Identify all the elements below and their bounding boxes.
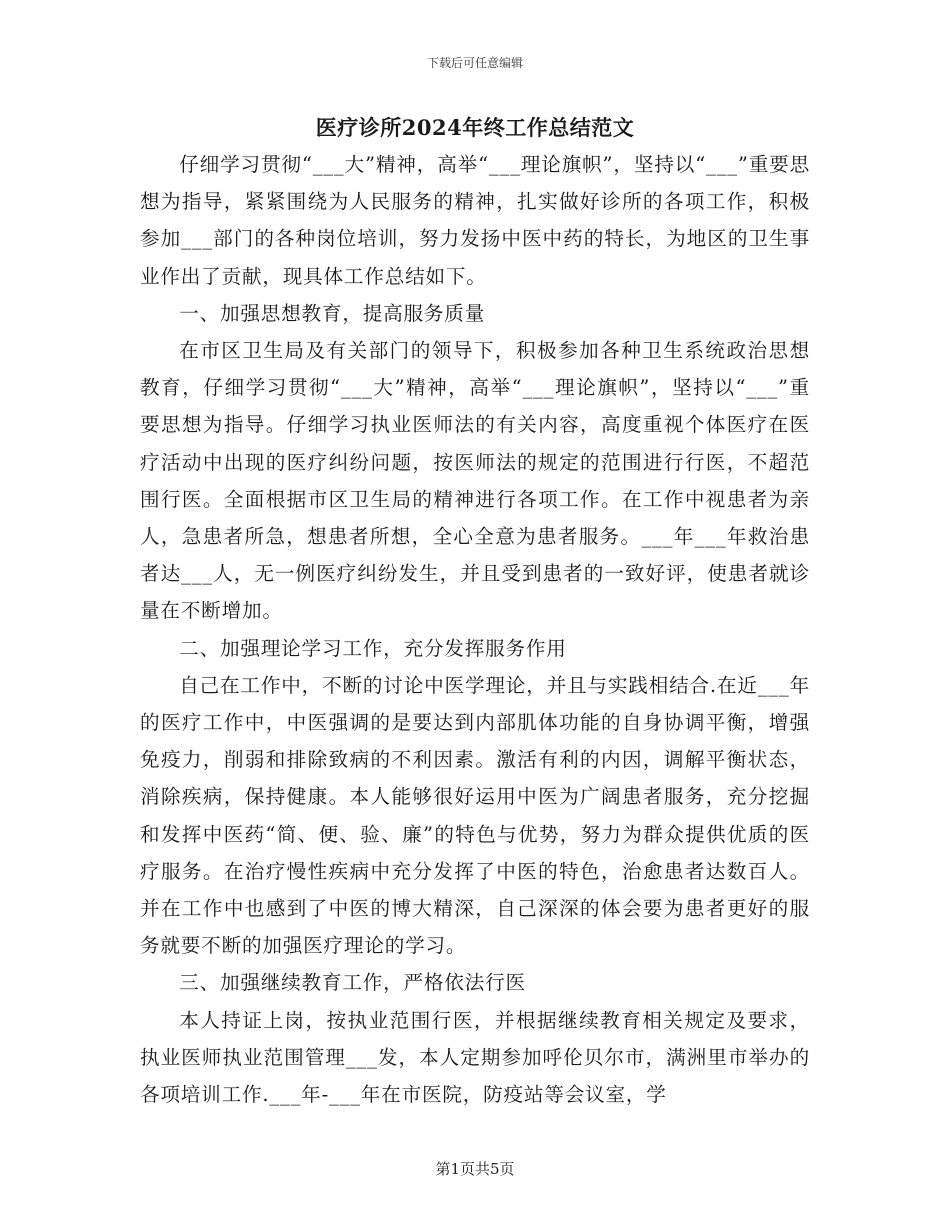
- intro-paragraph: 仔细学习贯彻“___大”精神，高举“___理论旗帜”，坚持以“___”重要思想为指导，紧紧围绕为人民服务的精神，扎实做好诊所的各项工作，积极参加___部门的各种岗位培训，努力发扬中医中药的特长，为地区的卫生事业作出了贡献，现具体工作总结如下。: [140, 153, 810, 288]
- header-note: 下载后可任意编辑: [426, 56, 523, 70]
- section-heading-3: 三、加强继续教育工作，严格依法行医: [179, 971, 526, 995]
- section-paragraph-2: 自己在工作中，不断的讨论中医学理论，并且与实践相结合.在近___年的医疗工作中，中医强调的是要达到内部肌体功能的自身协调平衡，增强免疫力，削弱和排除致病的不利因素。激活有利的内因，调解平衡状态，消除疾病，保持健康。本人能够很好运用中医为广阔患者服务，充分挖掘和发挥中医药“简、便、验、廉”的特色与优势，努力为群众提供优质的医疗服务。在治疗慢性疾病中充分发挥了中医的特色，治愈患者达数百人。并在工作中也感到了中医的博大精深，自己深深的体会要为患者更好的服务就要不断的加强医疗理论的学习。: [140, 673, 810, 958]
- page-indicator: 第1页共5页: [435, 1160, 515, 1178]
- document-title: 医疗诊所2024年终工作总结范文: [315, 115, 635, 140]
- section-heading-1: 一、加强思想教育，提高服务质量: [179, 301, 486, 325]
- section-paragraph-3: 本人持证上岗，按执业范围行医，并根据继续教育相关规定及要求，执业医师执业范围管理___发，本人定期参加呼伦贝尔市，满洲里市举办的各项培训工作.___年-___年在市医院，防疫站等会议室，学: [140, 1008, 810, 1107]
- document-body: [140, 146, 810, 1113]
- section-paragraph-1: 在市区卫生局及有关部门的领导下，积极参加各种卫生系统政治思想教育，仔细学习贯彻“___大”精神，高举“___理论旗帜”，坚持以“___”重要思想为指导。仔细学习执业医师法的有关内容，高度重视个体医疗在医疗活动中出现的医疗纠纷问题，按医师法的规定的范围进行行医，不超范围行医。全面根据市区卫生局的精神进行各项工作。在工作中视患者为亲人，急患者所急，想患者所想，全心全意为患者服务。___年___年救治患者达___人，无一例医疗纠纷发生，并且受到患者的一致好评，使患者就诊量在不断增加。: [140, 339, 810, 623]
- section-heading-2: 二、加强理论学习工作，充分发挥服务作用: [179, 636, 567, 660]
